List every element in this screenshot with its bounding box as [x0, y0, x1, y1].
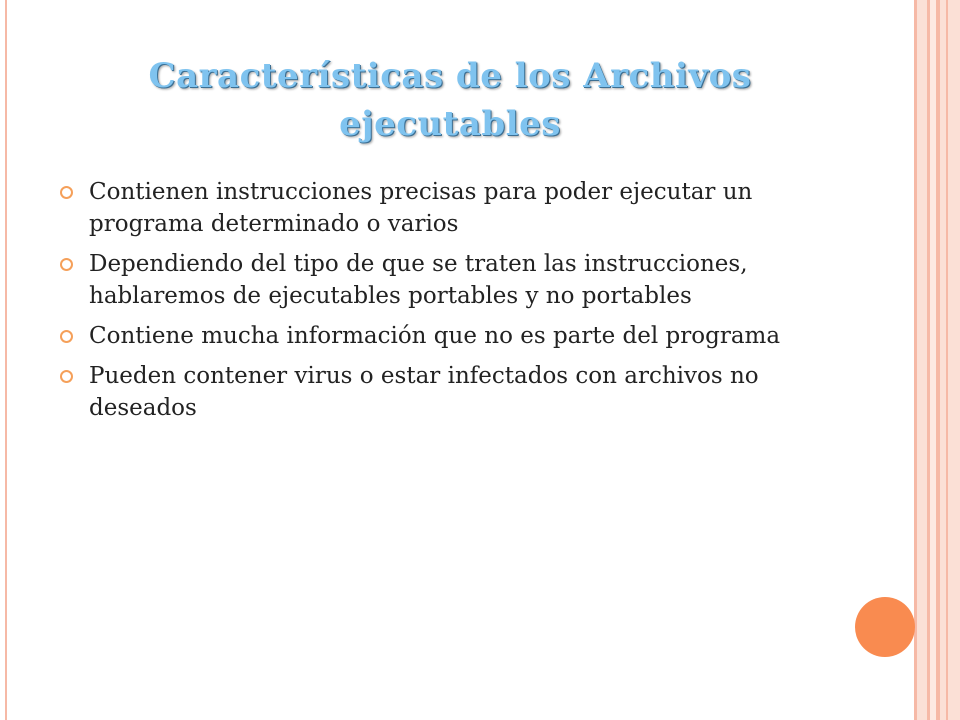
accent-circle: [855, 597, 915, 657]
bullet-list: [60, 176, 830, 432]
right-decorative-stripes: [914, 0, 960, 720]
circle-bullet-icon: [60, 258, 73, 271]
list-item: [60, 320, 830, 352]
bullet-text: Dependiendo del tipo de que se traten las instrucciones, hablaremos de ejecutables portables y no portables: [89, 251, 748, 309]
slide-title: Características de los Archivos ejecutables: [148, 56, 752, 144]
circle-bullet-icon: [60, 186, 73, 199]
stripe: [917, 0, 927, 720]
bullet-text: Pueden contener virus o estar infectados con archivos no deseados: [89, 363, 759, 421]
left-border-line: [5, 0, 7, 720]
circle-bullet-icon: [60, 370, 73, 383]
list-item: [60, 176, 830, 240]
bullet-text: Contienen instrucciones precisas para poder ejecutar un programa determinado o varios: [89, 179, 753, 237]
stripe: [946, 0, 948, 720]
list-item: [60, 360, 830, 424]
stripe: [940, 0, 960, 720]
bullet-text: Contiene mucha información que no es parte del programa: [89, 323, 781, 349]
list-item: [60, 248, 830, 312]
circle-bullet-icon: [60, 330, 73, 343]
